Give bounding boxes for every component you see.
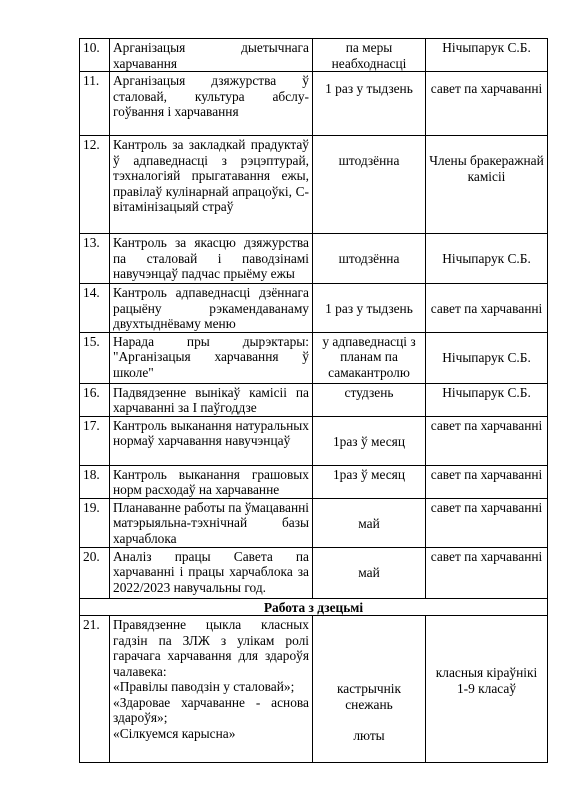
row-number: 21. (80, 616, 110, 763)
activity-cell: Арганізацыя дзяжурства ў сталовай, культура абслу-гоўвання і харчавання (110, 72, 313, 136)
table-row (80, 332, 548, 383)
responsible-cell: савет па харчаванні (426, 498, 548, 547)
term-cell: штодзённа (313, 136, 426, 234)
row-number: 14. (80, 284, 110, 333)
table-row (80, 72, 548, 136)
table-row (80, 465, 548, 498)
term-spacer (316, 712, 422, 728)
activity-cell: Кантроль адпаведнасці дзённага рацыёну рэкамендаванаму двухтыднёваму меню (110, 284, 313, 333)
term-cell: па меры неабходнасці (313, 39, 426, 72)
row-number: 12. (80, 136, 110, 234)
row-number: 11. (80, 72, 110, 136)
term-cell: 1раз ў месяц (313, 465, 426, 498)
table-row (80, 547, 548, 598)
activity-cell: Кантроль за якасцю дзяжурства па сталовай і паводзінамі навучэнцаў падчас прыёму ежы (110, 234, 313, 284)
row-number: 13. (80, 234, 110, 284)
activity-cell: Арганізацыя дыетычнага харчавання (110, 39, 313, 72)
table-row (80, 616, 548, 763)
activity-cell: Кантроль выканання грашовых норм расходаў на харчаванне (110, 465, 313, 498)
term-cell: 1 раз у тыдзень (313, 72, 426, 136)
section-header-row (80, 598, 548, 616)
term-month: кастрычнік (336, 681, 402, 696)
responsible-cell: класныя кіраўнікі 1-9 класаў (426, 616, 548, 763)
activity-list-item: «Сілкуемся карысна» (113, 725, 236, 741)
responsible-cell: савет па харчаванні (426, 547, 548, 598)
activity-cell: Аналіз працы Савета па харчаванні і працы харчаблока за 2022/2023 навучальны год. (110, 547, 313, 598)
row-number: 20. (80, 547, 110, 598)
nutrition-plan-table (79, 38, 548, 763)
term-month: люты (353, 727, 385, 743)
responsible-cell: савет па харчаванні (426, 72, 548, 136)
activity-cell: Кантроль за закладкай прадуктаў ў адпаведнасці з рэцэптурай, тэхналогіяй прыгатавання ежы, правілаў кулінарнай апрацоўкі, С-вітамінізацыяй страў (110, 136, 313, 234)
activity-list-item: «Здаровае харчаванне - аснова здароўя»; (113, 694, 309, 725)
activity-cell: Планаванне работы па ўмацаванні матэрыяльна-тэхнічнай базы харчаблока (110, 498, 313, 547)
table-row (80, 416, 548, 465)
row-number: 10. (80, 39, 110, 72)
responsible-cell: Нічыпарук С.Б. (426, 234, 548, 284)
responsible-cell: Нічыпарук С.Б. (426, 383, 548, 416)
activity-intro: Правядзенне цыкла класных гадзін па ЗЛЖ з улікам ролі гарачага харчавання для здароўя чалавека: (113, 617, 309, 679)
table-row (80, 498, 548, 547)
term-cell: май (313, 547, 426, 598)
term-cell: май (313, 498, 426, 547)
responsible-cell: Члены бракеражнай камісіі (426, 136, 548, 234)
activity-list-item: «Правілы паводзін у сталовай»; (113, 679, 295, 694)
row-number: 18. (80, 465, 110, 498)
row-number: 17. (80, 416, 110, 465)
term-cell: студзень (313, 383, 426, 416)
term-cell: 1 раз у тыдзень (313, 284, 426, 333)
responsible-cell: Нічыпарук С.Б. (426, 332, 548, 383)
responsible-cell: савет па харчаванні (426, 284, 548, 333)
activity-cell: Падвядзенне вынікаў камісіі па харчаванні за I паўгоддзе (110, 383, 313, 416)
responsible-cell: савет па харчаванні (426, 465, 548, 498)
row-number: 16. (80, 383, 110, 416)
term-cell (313, 616, 426, 763)
responsible-cell: Нічыпарук С.Б. (426, 39, 548, 72)
activity-cell: Кантроль выканання натуральных нормаў харчавання навучэнцаў (110, 416, 313, 465)
row-number: 19. (80, 498, 110, 547)
activity-cell (110, 616, 313, 763)
table-row (80, 136, 548, 234)
table-row (80, 284, 548, 333)
term-cell: у адпаведнасці з планам па самакантролю (313, 332, 426, 383)
term-month: снежань (345, 696, 393, 712)
table-row (80, 234, 548, 284)
row-number: 15. (80, 332, 110, 383)
responsible-cell: савет па харчаванні (426, 416, 548, 465)
term-cell: штодзённа (313, 234, 426, 284)
table-row (80, 39, 548, 72)
activity-cell: Нарада пры дырэктары: "Арганізацыя харчавання ў школе" (110, 332, 313, 383)
term-cell: 1раз ў месяц (313, 416, 426, 465)
table-row (80, 383, 548, 416)
section-title: Работа з дзецьмі (80, 598, 548, 616)
